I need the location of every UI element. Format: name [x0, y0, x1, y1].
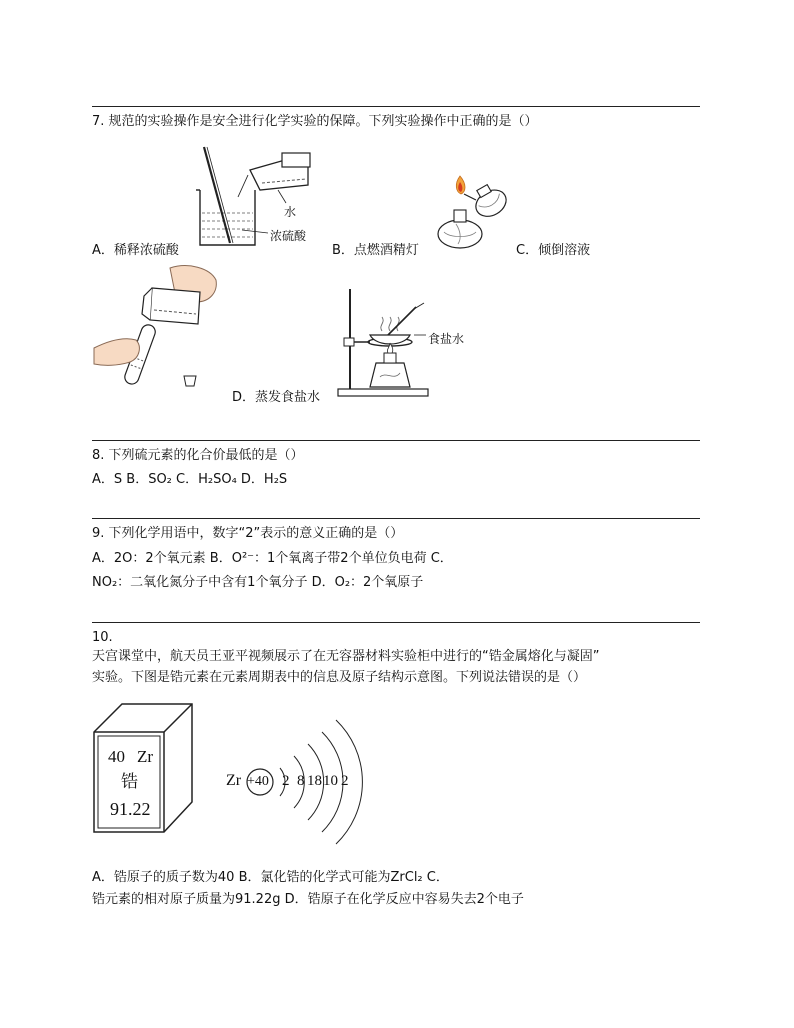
shell-1-electrons: 2 [282, 773, 290, 789]
shell-4-electrons: 10 [323, 773, 338, 789]
q10-answers-line2[interactable]: 锆元素的相对原子质量为91.22g D．锆原子在化学反应中容易失去2个电子 [92, 892, 524, 907]
dilute-acid-illustration [190, 145, 340, 250]
q7-option-c[interactable]: C．倾倒溶液 [516, 243, 591, 258]
label-salt-water: 食盐水 [428, 332, 465, 346]
label-water: 水 [284, 205, 297, 219]
q8-stem: 8. 下列硫元素的化合价最低的是（） [92, 448, 304, 463]
divider-q9 [92, 518, 700, 519]
divider-q8 [92, 440, 700, 441]
q10-stem-line2: 实验。下图是锆元素在元素周期表中的信息及原子结构示意图。下列说法错误的是（） [92, 670, 587, 685]
q10-stem-line1: 天宫课堂中，航天员王亚平视频展示了在无容器材料实验柜中进行的“锆金属熔化与凝固” [92, 649, 600, 664]
evaporation-illustration [330, 285, 440, 400]
divider-q7 [92, 106, 700, 107]
q9-options-line1[interactable]: A．2O：2个氧元素 B．O²⁻：1个氧离子带2个单位负电荷 C． [92, 551, 453, 566]
q7-option-d[interactable]: D．蒸发食盐水 [232, 390, 321, 405]
q7-stem: 7. 规范的实验操作是安全进行化学实验的保障。下列实验操作中正确的是（） [92, 114, 538, 129]
q10-answers-line1[interactable]: A．锆原子的质子数为40 B．氯化锆的化学式可能为ZrCl₂ C． [92, 870, 449, 885]
q9-stem: 9. 下列化学用语中，数字“2”表示的意义正确的是（） [92, 526, 404, 541]
atom-nucleus-charge: +40 [247, 774, 269, 789]
divider-q10 [92, 622, 700, 623]
shell-2-electrons: 8 [297, 773, 305, 789]
card-atomic-number: 40 [108, 747, 125, 766]
label-concentrated-acid: 浓硫酸 [270, 229, 307, 243]
shell-5-electrons: 2 [341, 773, 349, 789]
q7-option-a[interactable]: A．稀释浓硫酸 [92, 243, 179, 258]
card-element-name: 锆 [121, 772, 138, 792]
card-atomic-mass: 91.22 [110, 799, 151, 819]
q8-options[interactable]: A．S B．SO₂ C．H₂SO₄ D．H₂S [92, 472, 288, 487]
pouring-solution-illustration [92, 262, 222, 392]
q9-options-line2[interactable]: NO₂：二氧化氮分子中含有1个氧分子 D．O₂：2个氧原子 [92, 575, 424, 590]
q7-option-b[interactable]: B．点燃酒精灯 [332, 243, 419, 258]
alcohol-lamp-illustration [430, 168, 510, 253]
q10-number: 10. [92, 630, 113, 645]
card-symbol: Zr [137, 747, 154, 766]
atom-symbol: Zr [226, 772, 242, 789]
shell-3-electrons: 18 [307, 773, 322, 789]
